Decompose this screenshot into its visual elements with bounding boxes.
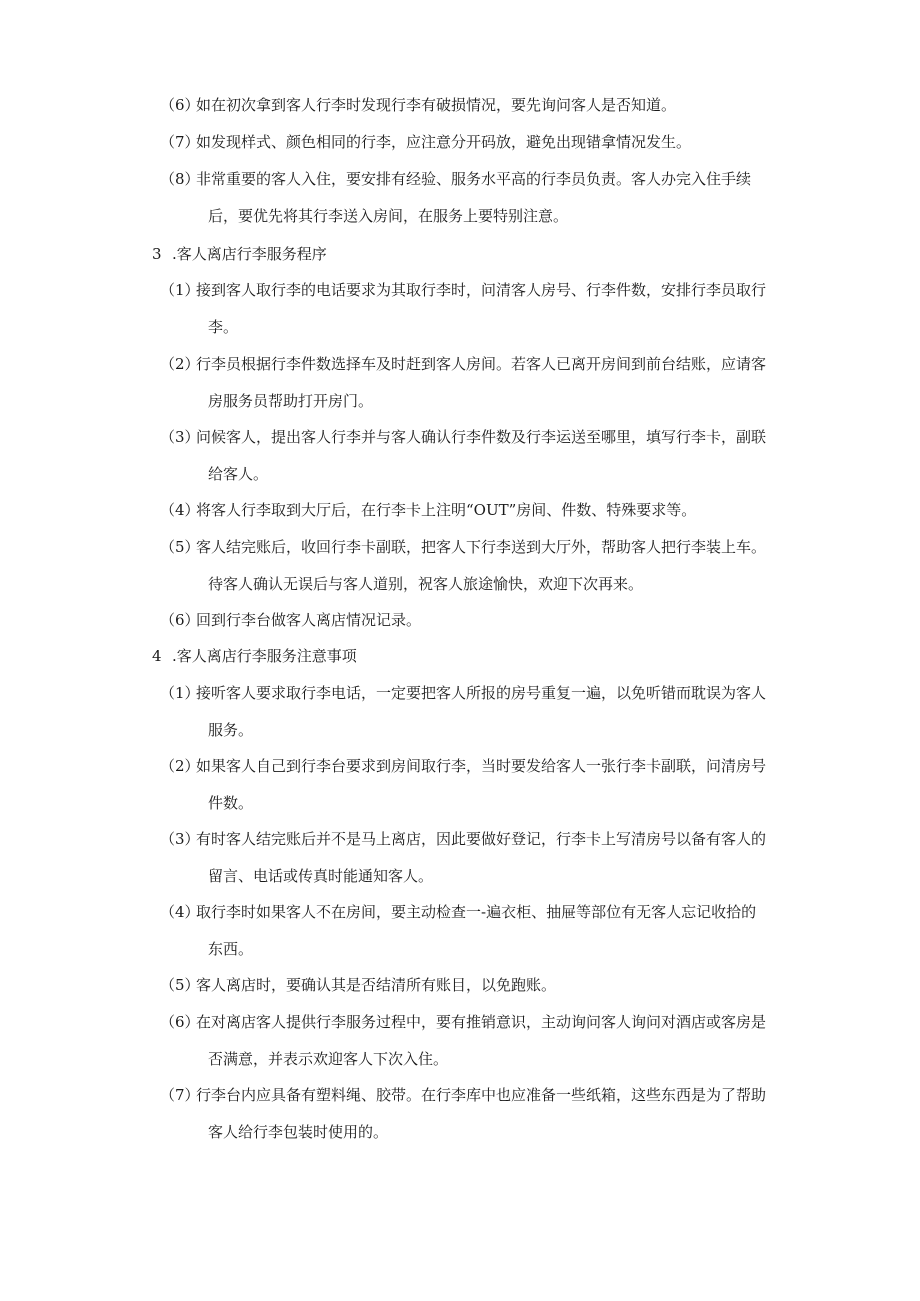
section-number: 4 [152, 647, 162, 665]
item-text: 非常重要的客人入住，要安排有经验、服务水平高的行李员负责。客人办完入住手续 [196, 170, 752, 188]
list-item [160, 529, 790, 603]
item-text: 客人离店时，要确认其是否结清所有账目，以免跑账。 [196, 976, 557, 994]
item-text: 如果客人自己到行李台要求到房间取行李，当时要发给客人一张行李卡副联，问清房号 [196, 757, 767, 775]
item-text: 如在初次拿到客人行李时发现行李有破损情况，要先询问客人是否知道。 [196, 96, 677, 114]
item-text-continued: 后，要优先将其行李送入房间，在服务上要特别注意。 [208, 207, 569, 225]
item-text: 如发现样式、颜色相同的行李，应注意分开码放，避免出现错拿情况发生。 [196, 133, 692, 151]
list-item [160, 346, 790, 420]
item-number: （2） [160, 355, 200, 373]
list-item [160, 419, 790, 493]
list-item [160, 1077, 790, 1151]
item-text: 取行李时如果客人不在房间，要主动检查一-遍衣柜、抽屉等部位有无客人忘记收拾的 [196, 903, 757, 921]
item-text: 行李台内应具备有塑料绳、胶带。在行李库中也应准备一些纸箱，这些东西是为了帮助 [196, 1086, 767, 1104]
item-number: （5） [160, 538, 200, 556]
item-number: （4） [160, 903, 200, 921]
item-text: 问候客人，提出客人行李并与客人确认行李件数及行李运送至哪里，填写行李卡，副联 [196, 428, 767, 446]
item-number: （4） [160, 501, 200, 519]
item-number: （5） [160, 976, 200, 994]
list-item [160, 1004, 790, 1078]
item-text: 接到客人取行李的电话要求为其取行李时，问清客人房号、行李件数，安排行李员取行 [196, 281, 767, 299]
list-item [160, 748, 790, 822]
list-item [160, 161, 790, 235]
section-title: .客人离店行李服务程序 [172, 245, 327, 263]
item-text-continued: 件数。 [208, 794, 254, 812]
section-title: .客人离店行李服务注意事项 [172, 647, 357, 665]
item-text: 有时客人结完账后并不是马上离店，因此要做好登记，行李卡上写清房号以备有客人的 [196, 830, 767, 848]
list-item [160, 967, 790, 1004]
list-item [160, 272, 790, 346]
item-number: （3） [160, 428, 200, 446]
item-text-continued: 客人给行李包装时使用的。 [208, 1123, 389, 1141]
item-text: 回到行李台做客人离店情况记录。 [196, 611, 422, 629]
item-text-continued: 给客人。 [208, 465, 269, 483]
list-item [160, 492, 790, 529]
item-text: 在对离店客人提供行李服务过程中，要有推销意识，主动询问客人询问对酒店或客房是 [196, 1013, 767, 1031]
item-text: 接听客人要求取行李电话，一定要把客人所报的房号重复一遍，以免听错而耽误为客人 [196, 684, 767, 702]
item-number: （6） [160, 96, 200, 114]
item-text-continued: 留言、电话或传真时能通知客人。 [208, 867, 434, 885]
list-item [160, 675, 790, 749]
list-item [160, 124, 790, 161]
section-heading [152, 638, 357, 675]
section-number: 3 [152, 245, 162, 263]
item-number: （1） [160, 684, 200, 702]
item-text-continued: 服务。 [208, 721, 254, 739]
item-number: （2） [160, 757, 200, 775]
item-number: （7） [160, 1086, 200, 1104]
item-text: 将客人行李取到大厅后，在行李卡上注明“OUT”房间、件数、特殊要求等。 [196, 501, 697, 519]
item-text-continued: 东西。 [208, 940, 254, 958]
list-item [160, 821, 790, 895]
list-item [160, 894, 790, 968]
list-item [160, 87, 790, 124]
item-number: （7） [160, 133, 200, 151]
item-text-continued: 否满意，并表示欢迎客人下次入住。 [208, 1050, 449, 1068]
item-number: （3） [160, 830, 200, 848]
item-number: （1） [160, 281, 200, 299]
item-text-continued: 李。 [208, 318, 239, 336]
item-text: 行李员根据行李件数选择车及时赶到客人房间。若客人已离开房间到前台结账，应请客 [196, 355, 767, 373]
section-heading [152, 236, 327, 273]
item-text-continued: 房服务员帮助打开房门。 [208, 392, 374, 410]
item-number: （8） [160, 170, 200, 188]
item-text: 客人结完账后，收回行李卡副联，把客人下行李送到大厅外，帮助客人把行李装上车。 [196, 538, 767, 556]
item-number: （6） [160, 611, 200, 629]
item-number: （6） [160, 1013, 200, 1031]
item-text-continued: 待客人确认无误后与客人道别，祝客人旅途愉快，欢迎下次再来。 [208, 575, 644, 593]
list-item [160, 602, 790, 639]
